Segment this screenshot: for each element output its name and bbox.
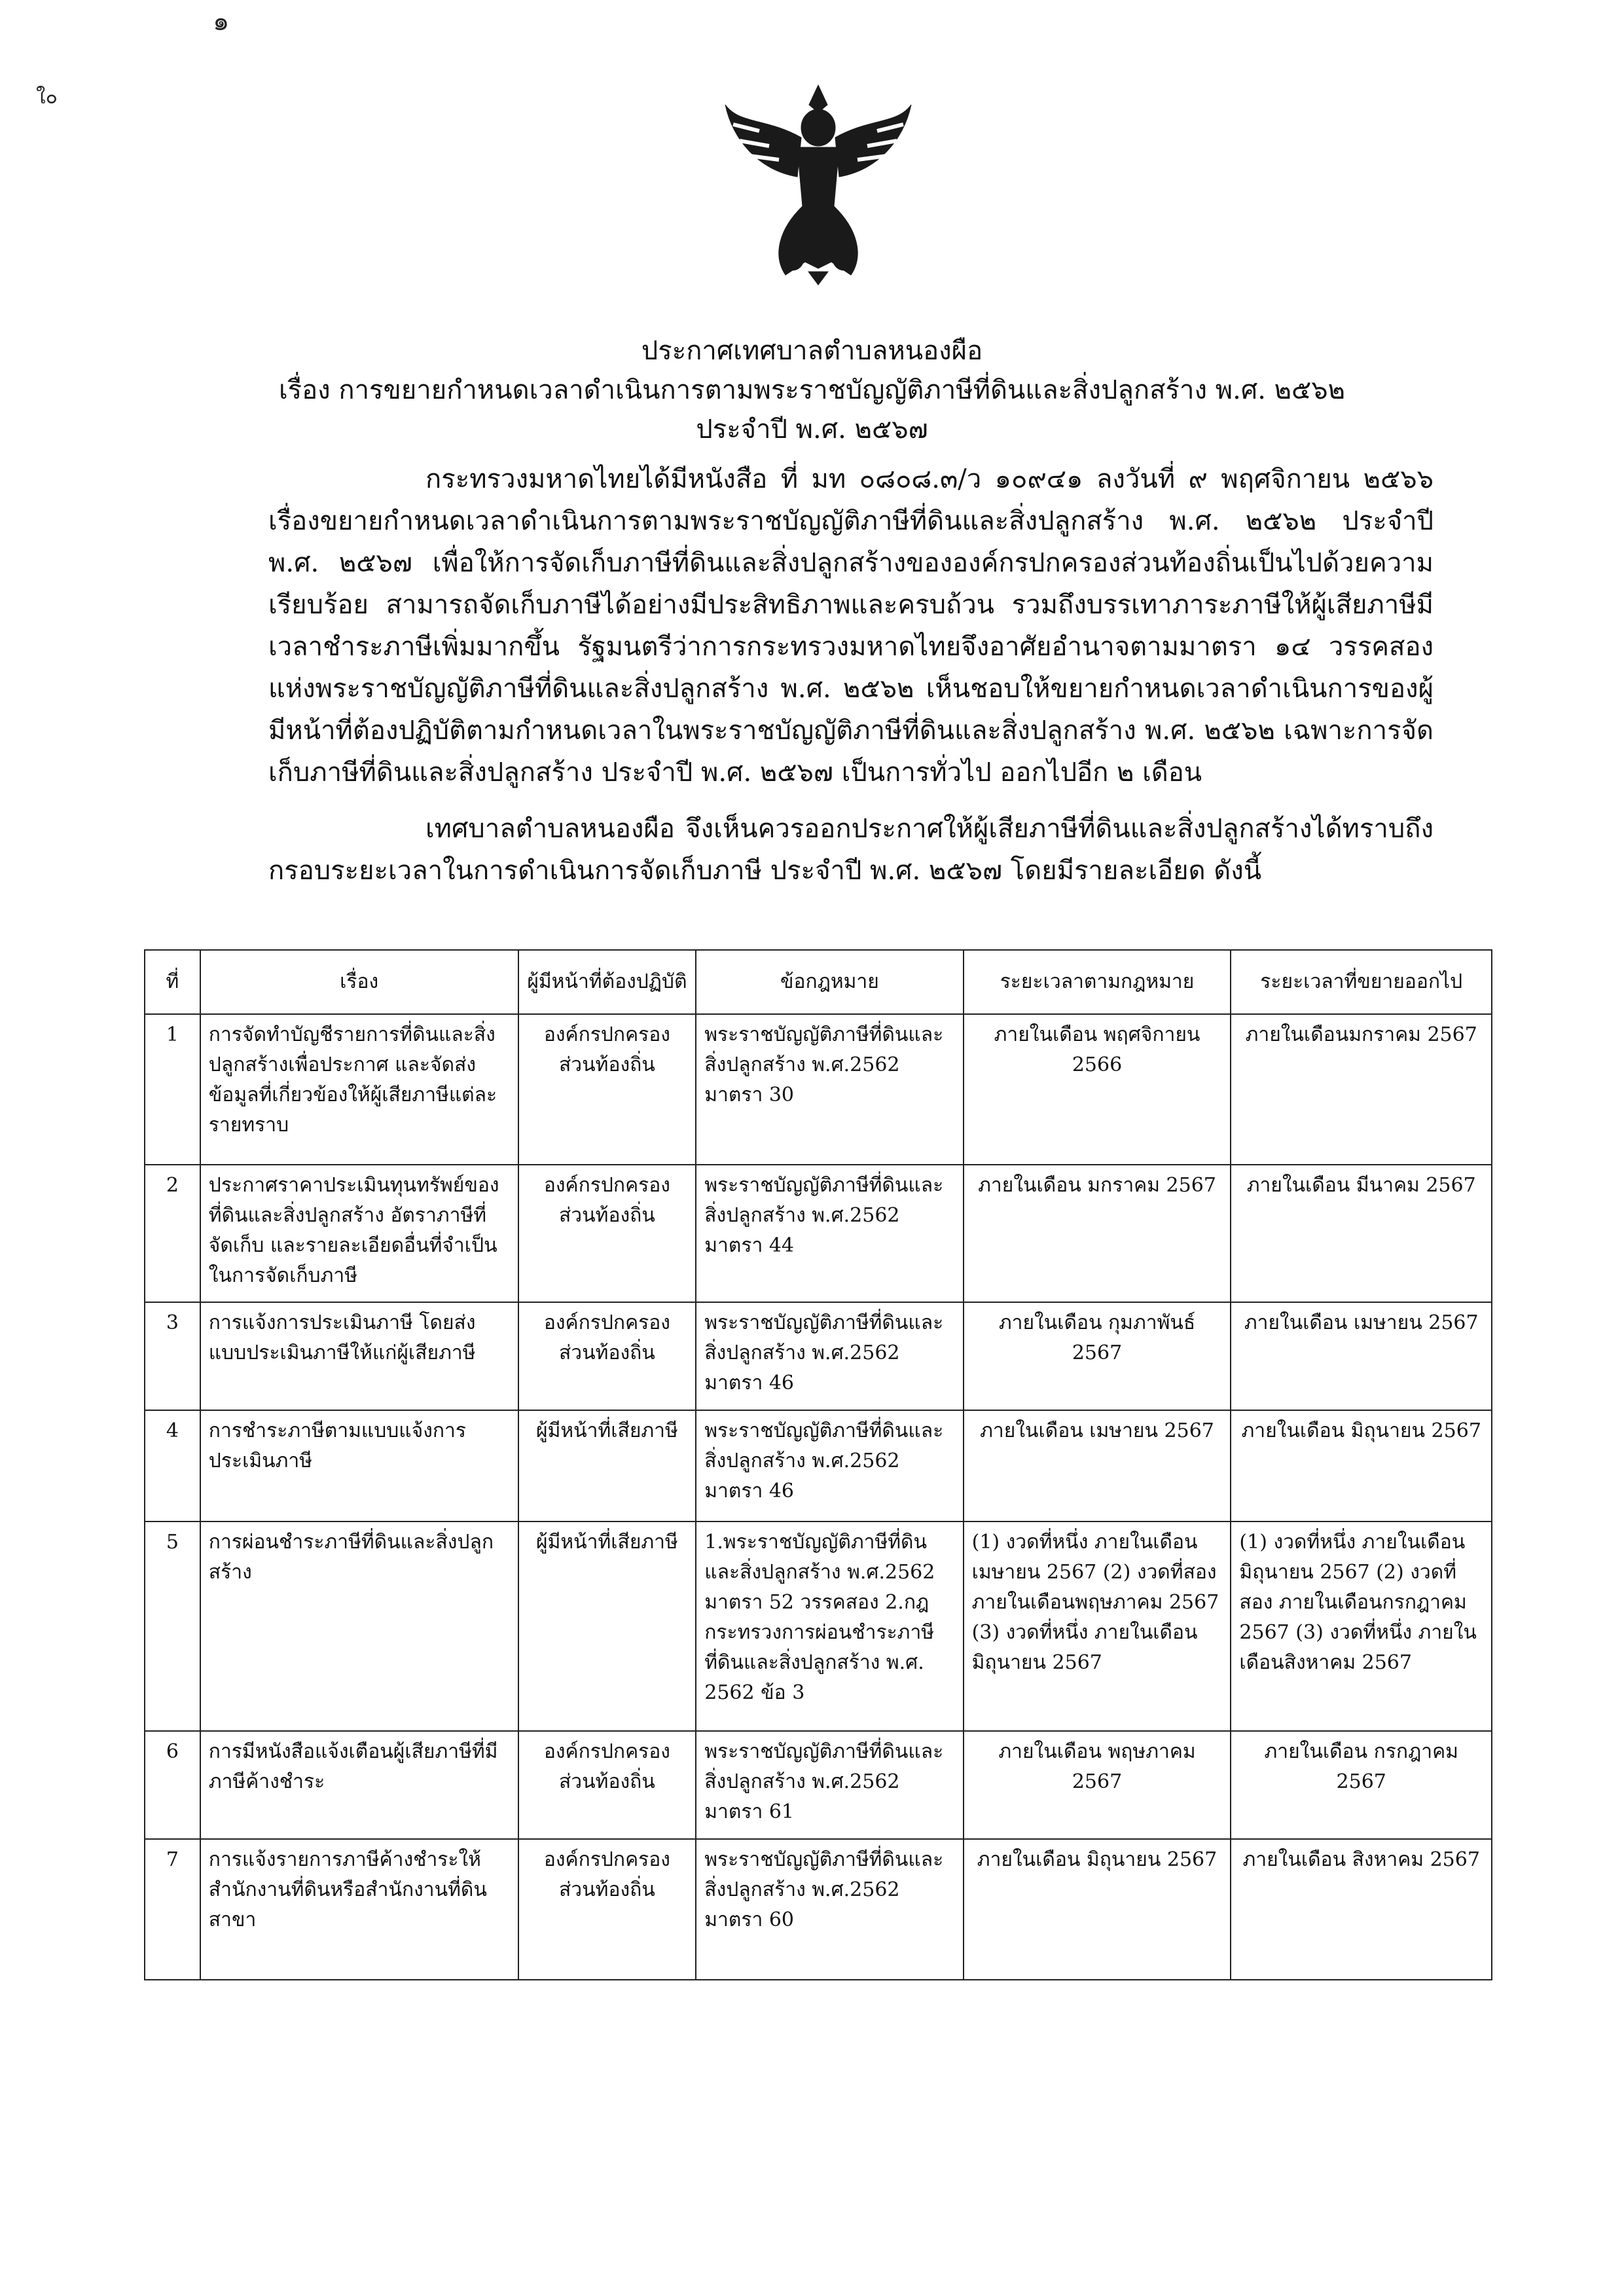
notice-subject: เรื่อง การขยายกำหนดเวลาดำเนินการตามพระราชบัญญัติภาษีที่ดินและสิ่งปลูกสร้าง พ.ศ. ๒๕๖๒	[278, 375, 1346, 405]
header-responsible: ผู้มีหน้าที่ต้องปฏิบัติ	[518, 950, 696, 1014]
table-header-row	[145, 950, 1492, 1014]
header-extended-period: ระยะเวลาที่ขยายออกไป	[1231, 950, 1492, 1014]
cell-responsible: องค์กรปกครองส่วนท้องถิ่น	[518, 1014, 696, 1165]
cell-extended-period: ภายในเดือน มิถุนายน 2567	[1231, 1410, 1492, 1522]
notice-year: ประจำปี พ.ศ. ๒๕๖๗	[696, 414, 928, 445]
cell-extended-period: (1) งวดที่หนึ่ง ภายในเดือนมิถุนายน 2567 (2) งวดที่สอง ภายในเดือนกรกฎาคม 2567 (3) งวดที่หนึ่ง ภายในเดือนสิงหาคม 2567	[1231, 1522, 1492, 1731]
cell-legal-period: ภายในเดือน มิถุนายน 2567	[964, 1839, 1231, 1980]
table-row	[145, 1410, 1492, 1522]
cell-no: 4	[145, 1410, 200, 1522]
header-legal-period: ระยะเวลาตามกฎหมาย	[964, 950, 1231, 1014]
cell-no: 6	[145, 1731, 200, 1839]
cell-legal-period: (1) งวดที่หนึ่ง ภายในเดือนเมษายน 2567 (2) งวดที่สอง ภายในเดือนพฤษภาคม 2567 (3) งวดที่หนึ่ง ภายในเดือนมิถุนายน 2567	[964, 1522, 1231, 1731]
cell-legal-period: ภายในเดือน พฤษภาคม 2567	[964, 1731, 1231, 1839]
cell-extended-period: ภายในเดือน สิงหาคม 2567	[1231, 1839, 1492, 1980]
notice-issuer: ประกาศเทศบาลตำบลหนองผือ	[641, 336, 983, 366]
cell-extended-period: ภายในเดือน เมษายน 2567	[1231, 1302, 1492, 1410]
cell-responsible: องค์กรปกครองส่วนท้องถิ่น	[518, 1302, 696, 1410]
garuda-emblem-icon	[720, 79, 916, 288]
body-paragraph-1: กระทรวงมหาดไทยได้มีหนังสือ ที่ มท ๐๘๐๘.๓/ว ๑๐๙๔๑ ลงวันที่ ๙ พฤศจิกายน ๒๕๖๖ เรื่องขยายกำหนดเวลาดำเนินการตามพระราชบัญญัติภาษีที่ดินและสิ่งปลูกสร้าง พ.ศ. ๒๕๖๒ ประจำปี พ.ศ. ๒๕๖๗ เพื่อให้การจัดเก็บภาษีที่ดินและสิ่งปลูกสร้างขององค์กรปกครองส่วนท้องถิ่นเป็นไปด้วยความเรียบร้อย สามารถจัดเก็บภาษีได้อย่างมีประสิทธิภาพและครบถ้วน รวมถึงบรรเทาภาระภาษีให้ผู้เสียภาษีมีเวลาชำระภาษีเพิ่มมากขึ้น รัฐมนตรีว่าการกระทรวงมหาดไทยจึงอาศัยอำนาจตามมาตรา ๑๔ วรรคสอง แห่งพระราชบัญญัติภาษีที่ดินและสิ่งปลูกสร้าง พ.ศ. ๒๕๖๒ เห็นชอบให้ขยายกำหนดเวลาดำเนินการของผู้มีหน้าที่ต้องปฏิบัติตามกำหนดเวลาในพระราชบัญญัติภาษีที่ดินและสิ่งปลูกสร้าง พ.ศ. ๒๕๖๒ เฉพาะการจัดเก็บภาษีที่ดินและสิ่งปลูกสร้าง ประจำปี พ.ศ. ๒๕๖๗ เป็นการทั่วไป ออกไปอีก ๒ เดือน	[268, 464, 1434, 788]
cell-subject: การแจ้งการประเมินภาษี โดยส่งแบบประเมินภาษีให้แก่ผู้เสียภาษี	[200, 1302, 518, 1410]
schedule-table	[144, 949, 1492, 1980]
handwritten-mark: ใ๐	[36, 86, 58, 109]
cell-responsible: ผู้มีหน้าที่เสียภาษี	[518, 1522, 696, 1731]
cell-subject: การชำระภาษีตามแบบแจ้งการประเมินภาษี	[200, 1410, 518, 1522]
cell-law: พระราชบัญญัติภาษีที่ดินและสิ่งปลูกสร้าง พ.ศ.2562 มาตรา 44	[696, 1165, 963, 1302]
cell-law: พระราชบัญญัติภาษีที่ดินและสิ่งปลูกสร้าง พ.ศ.2562 มาตรา 61	[696, 1731, 963, 1839]
cell-responsible: ผู้มีหน้าที่เสียภาษี	[518, 1410, 696, 1522]
cell-responsible: องค์กรปกครองส่วนท้องถิ่น	[518, 1165, 696, 1302]
cell-law: พระราชบัญญัติภาษีที่ดินและสิ่งปลูกสร้าง พ.ศ.2562 มาตรา 46	[696, 1302, 963, 1410]
header-subject: เรื่อง	[200, 950, 518, 1014]
cell-responsible: องค์กรปกครองส่วนท้องถิ่น	[518, 1839, 696, 1980]
page-number-mark: ๑	[213, 7, 230, 37]
table-row	[145, 1522, 1492, 1731]
cell-responsible: องค์กรปกครองส่วนท้องถิ่น	[518, 1731, 696, 1839]
cell-subject: ประกาศราคาประเมินทุนทรัพย์ของที่ดินและสิ่งปลูกสร้าง อัตราภาษีที่จัดเก็บ และรายละเอียดอื่นที่จำเป็นในการจัดเก็บภาษี	[200, 1165, 518, 1302]
cell-law: พระราชบัญญัติภาษีที่ดินและสิ่งปลูกสร้าง พ.ศ.2562 มาตรา 60	[696, 1839, 963, 1980]
cell-subject: การจัดทำบัญชีรายการที่ดินและสิ่งปลูกสร้างเพื่อประกาศ และจัดส่งข้อมูลที่เกี่ยวข้องให้ผู้เสียภาษีแต่ละรายทราบ	[200, 1014, 518, 1165]
cell-subject: การแจ้งรายการภาษีค้างชำระให้สำนักงานที่ดินหรือสำนักงานที่ดินสาขา	[200, 1839, 518, 1980]
cell-no: 1	[145, 1014, 200, 1165]
table-row	[145, 1014, 1492, 1165]
notice-body	[268, 458, 1434, 892]
cell-extended-period: ภายในเดือน กรกฎาคม 2567	[1231, 1731, 1492, 1839]
cell-no: 3	[145, 1302, 200, 1410]
cell-extended-period: ภายในเดือน มีนาคม 2567	[1231, 1165, 1492, 1302]
cell-legal-period: ภายในเดือน พฤศจิกายน 2566	[964, 1014, 1231, 1165]
cell-legal-period: ภายในเดือน เมษายน 2567	[964, 1410, 1231, 1522]
cell-no: 2	[145, 1165, 200, 1302]
cell-no: 5	[145, 1522, 200, 1731]
cell-law: พระราชบัญญัติภาษีที่ดินและสิ่งปลูกสร้าง พ.ศ.2562 มาตรา 30	[696, 1014, 963, 1165]
header-law: ข้อกฎหมาย	[696, 950, 963, 1014]
cell-no: 7	[145, 1839, 200, 1980]
cell-subject: การผ่อนชำระภาษีที่ดินและสิ่งปลูกสร้าง	[200, 1522, 518, 1731]
cell-extended-period: ภายในเดือนมกราคม 2567	[1231, 1014, 1492, 1165]
header-no: ที่	[145, 950, 200, 1014]
cell-subject: การมีหนังสือแจ้งเตือนผู้เสียภาษีที่มีภาษีค้างชำระ	[200, 1731, 518, 1839]
body-paragraph-2: เทศบาลตำบลหนองผือ จึงเห็นควรออกประกาศให้ผู้เสียภาษีที่ดินและสิ่งปลูกสร้างได้ทราบถึงกรอบระยะเวลาในการดำเนินการจัดเก็บภาษี ประจำปี พ.ศ. ๒๕๖๗ โดยมีรายละเอียด ดังนี้	[268, 814, 1434, 886]
table-row	[145, 1839, 1492, 1980]
table-row	[145, 1731, 1492, 1839]
table-row	[145, 1165, 1492, 1302]
table-row	[145, 1302, 1492, 1410]
cell-law: พระราชบัญญัติภาษีที่ดินและสิ่งปลูกสร้าง พ.ศ.2562 มาตรา 46	[696, 1410, 963, 1522]
cell-legal-period: ภายในเดือน กุมภาพันธ์ 2567	[964, 1302, 1231, 1410]
cell-legal-period: ภายในเดือน มกราคม 2567	[964, 1165, 1231, 1302]
cell-law: 1.พระราชบัญญัติภาษีที่ดินและสิ่งปลูกสร้าง พ.ศ.2562 มาตรา 52 วรรคสอง 2.กฎกระทรวงการผ่อนชำระภาษีที่ดินและสิ่งปลูกสร้าง พ.ศ. 2562 ข้อ 3	[696, 1522, 963, 1731]
